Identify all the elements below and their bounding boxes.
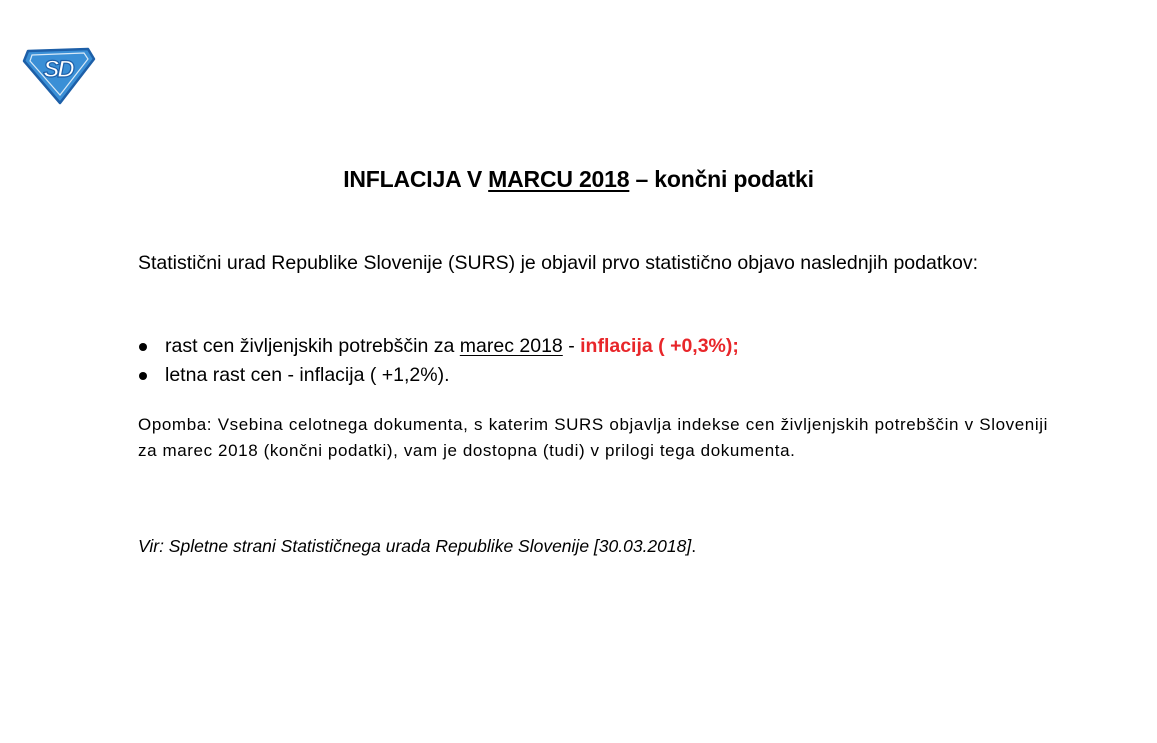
bullet-highlight-inflation: inflacija ( +0,3%);	[580, 335, 739, 357]
bullet-item-annual-inflation	[138, 361, 1048, 390]
bullet-underlined-month: marec 2018	[459, 335, 563, 357]
bullet-list	[138, 332, 1048, 390]
logo-letters: SD	[43, 56, 73, 83]
bullet-text-middle: -	[562, 335, 581, 357]
title-suffix: – končni podatki	[629, 166, 814, 192]
bullet-text: letna rast cen - inflacija ( +1,2%).	[165, 364, 450, 386]
bullet-dot-icon	[139, 343, 147, 351]
document-title	[0, 166, 1157, 193]
sd-shield-logo	[20, 45, 96, 105]
source-period: .	[691, 536, 697, 556]
intro-paragraph: Statistični urad Republike Slovenije (SURS) je objavil prvo statistično objavo naslednjih podatkov:	[138, 252, 979, 274]
source-italic-text: Vir: Spletne strani Statističnega urada Republike Slovenije [30.03.2018]	[138, 536, 692, 556]
note-paragraph: Opomba: Vsebina celotnega dokumenta, s katerim SURS objavlja indekse cen življenjskih potrebščin v Sloveniji za marec 2018 (končni podatki), vam je dostopna (tudi) v prilogi tega dokumenta.	[138, 415, 1048, 460]
bullet-item-monthly-inflation	[138, 332, 1048, 361]
title-underlined-period: MARCU 2018	[488, 166, 630, 192]
source-citation	[138, 536, 1048, 557]
title-prefix: INFLACIJA V	[343, 166, 489, 192]
bullet-dot-icon	[139, 372, 147, 380]
bullet-text-prefix: rast cen življenjskih potrebščin za	[165, 335, 460, 357]
